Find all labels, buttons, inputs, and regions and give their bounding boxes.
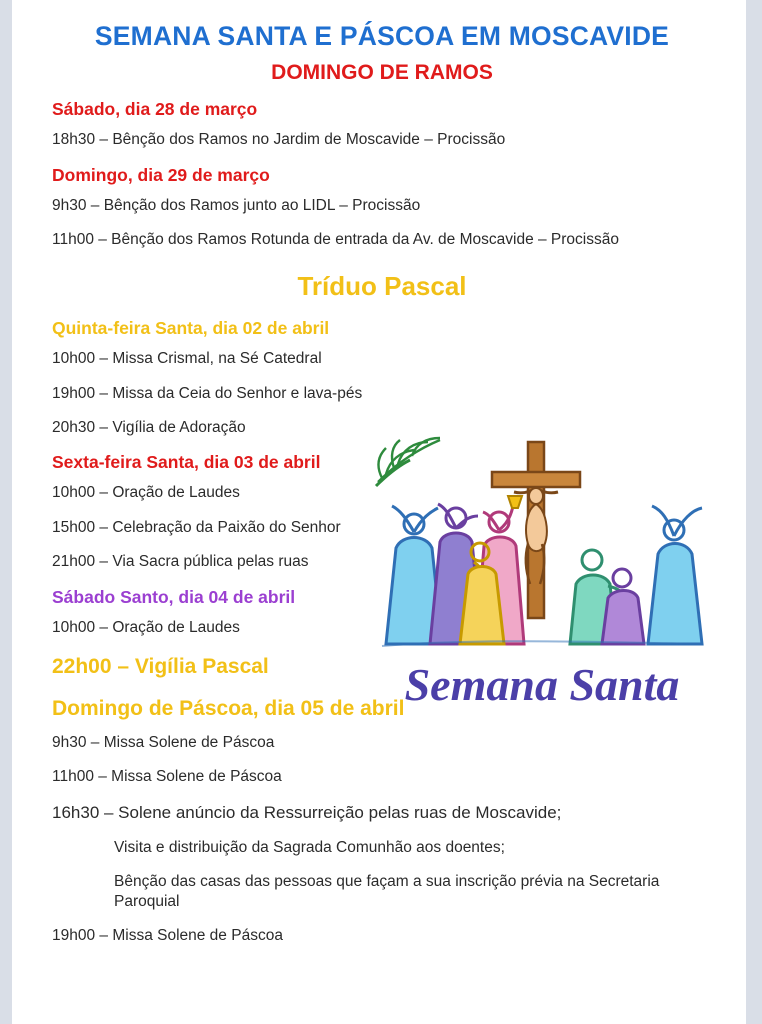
section-heading-easter-sunday: Domingo de Páscoa, dia 05 de abril (52, 696, 405, 720)
easter-vigil-heading: 22h00 – Vigília Pascal (52, 654, 269, 678)
schedule-item: 11h00 – Bênção dos Ramos Rotunda de entrada da Av. de Moscavide – Procissão (52, 230, 619, 248)
schedule-item: 19h00 – Missa da Ceia do Senhor e lava-pés (52, 384, 363, 402)
schedule-item: 20h30 – Vigília de Adoração (52, 419, 246, 437)
day-heading-holy-saturday: Sábado Santo, dia 04 de abril (52, 586, 296, 607)
day-heading-good-friday: Sexta-feira Santa, dia 03 de abril (52, 452, 321, 473)
schedule-subitem: Visita e distribuição da Sagrada Comunhão aos doentes; (114, 838, 505, 856)
section-heading-triduum: Tríduo Pascal (297, 271, 467, 302)
document-content (52, 22, 712, 945)
schedule-item: 15h00 – Celebração da Paixão do Senhor (52, 518, 341, 536)
page-gutter-right (746, 0, 762, 1024)
schedule-item: 19h00 – Missa Solene de Páscoa (52, 927, 283, 945)
schedule-item: 9h30 – Missa Solene de Páscoa (52, 733, 275, 751)
page-gutter-left (0, 0, 12, 1024)
section-heading-palm-sunday: DOMINGO DE RAMOS (271, 61, 493, 85)
schedule-item-highlight: 16h30 – Solene anúncio da Ressurreição pelas ruas de Moscavide; (52, 802, 562, 822)
schedule-item: 9h30 – Bênção dos Ramos junto ao LIDL – Procissão (52, 196, 421, 214)
day-heading-sunday-29: Domingo, dia 29 de março (52, 164, 270, 185)
page-title: SEMANA SANTA E PÁSCOA EM MOSCAVIDE (94, 21, 670, 51)
day-heading-holy-thursday: Quinta-feira Santa, dia 02 de abril (52, 318, 330, 339)
schedule-item: 18h30 – Bênção dos Ramos no Jardim de Moscavide – Procissão (52, 131, 506, 149)
schedule-subitem: Bênção das casas das pessoas que façam a sua inscrição prévia na Secretaria Paroquial (114, 873, 660, 910)
schedule-item: 21h00 – Via Sacra pública pelas ruas (52, 553, 309, 571)
schedule-item: 10h00 – Oração de Laudes (52, 618, 240, 636)
day-heading-saturday-28: Sábado, dia 28 de março (52, 99, 258, 120)
artwork-caption: Semana Santa (404, 659, 680, 710)
schedule-item: 10h00 – Missa Crismal, na Sé Catedral (52, 350, 322, 368)
document-sheet (12, 0, 746, 1024)
schedule-item: 10h00 – Oração de Laudes (52, 484, 240, 502)
schedule-item: 11h00 – Missa Solene de Páscoa (52, 768, 282, 786)
